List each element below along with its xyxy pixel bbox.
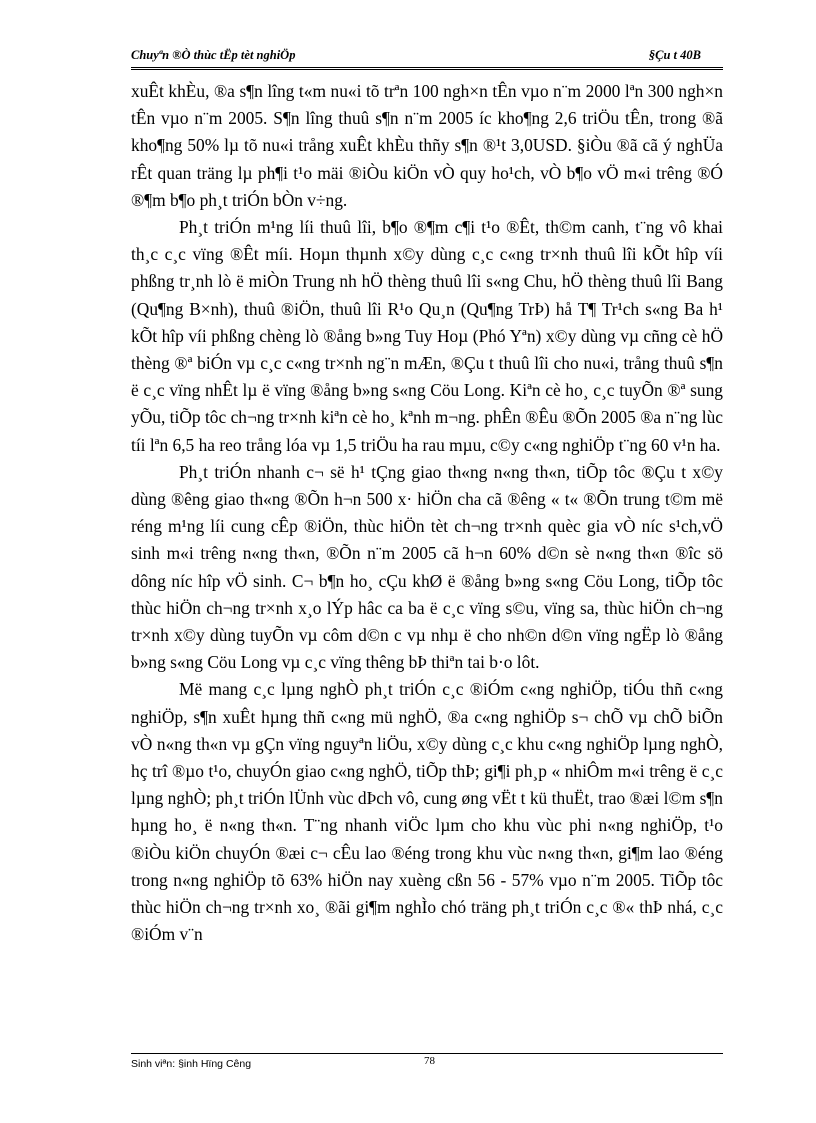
page-header bbox=[131, 48, 723, 68]
header-divider bbox=[131, 67, 723, 70]
header-class: §Çu t 40B bbox=[648, 48, 701, 62]
body-text bbox=[131, 78, 723, 949]
header-title: Chuyªn ®Ò thùc tËp tèt nghiÖp bbox=[131, 48, 296, 62]
paragraph-2: Ph¸t triÓn m¹ng líi thuû lîi, b¶o ®¶m c¶i t¹o ®Êt, th©m canh, t¨ng vô khai th¸c c¸c vïng ®Êt míi. Hoµn thµnh x©y dùng c¸c c«ng tr×nh thuû lîi kÕt hîp víi phßng tr¸nh lò ë miÒn Trung nh hÖ thèng thuû lîi s«ng Chu, hÖ thèng thuû lîi Bang (Qu¶ng B×nh), thuû ®iÖn, thuû lîi R¹o Qu¸n (Qu¶ng TrÞ) hå T¶ Tr¹ch s«ng Ba h¹ kÕt hîp víi phßng chèng lò ®ång b»ng Tuy Hoµ (Phó Yªn) x©y dùng vµ cñng cè hÖ thèng ®ª biÓn vµ c¸c c«ng tr×nh ng¨n mÆn, ®Çu t thuû lîi cho nu«i, trång thuû s¶n ë c¸c vïng nhÊt lµ ë vïng ®ång b»ng s«ng Cöu Long. Kiªn cè ho¸ c¸c tuyÕn ®ª sung yÕu, tiÕp tôc ch¬ng tr×nh kiªn cè ho¸ kªnh m¬ng. phÊn ®Êu ®Õn 2005 ®a n¨ng lùc tíi lªn 6,5 ha reo trång lóa vµ 1,5 triÖu ha rau mµu, c©y c«ng nghiÖp t¨ng 60 v¹n ha. bbox=[131, 217, 723, 455]
paragraph-1: xuÊt khÈu, ®a s¶n lîng t«m nu«i tõ trªn 100 ngh×n tÊn vµo n¨m 2000 lªn 300 ngh×n tÊn vµo n¨m 2005. S¶n lîng thuû s¶n n¨m 2005 íc kho¶ng 2,6 triÖu tÊn, trong ®ã kho¶ng 50% lµ tõ nu«i trång xuÊt khÈu thñy s¶n ®¹t 3,0USD. §iÒu ®ã cã ý nghÜa rÊt quan träng lµ ph¶i t¹o mäi ®iÒu kiÖn vÒ quy ho¹ch, vÒ b¶o vÖ m«i trêng ®Ó ®¶m b¶o ph¸t triÓn bÒn v÷ng. bbox=[131, 81, 723, 210]
footer-author: Sinh viªn: §inh Hïng Cêng bbox=[131, 1058, 252, 1070]
footer-divider bbox=[131, 1053, 723, 1054]
page-number: 78 bbox=[424, 1055, 435, 1067]
paragraph-3: Ph¸t triÓn nhanh c¬ së h¹ tÇng giao th«ng n«ng th«n, tiÕp tôc ®Çu t x©y dùng ®êng giao th«ng ®Õn h¬n 500 x· hiÖn cha cã ®êng « t« ®Õn trung t©m më réng m¹ng líi cung cÊp ®iÖn, thùc hiÖn tèt ch¬ng tr×nh quèc gia vÒ níc s¹ch,vÖ sinh m«i trêng n«ng th«n, ®Õn n¨m 2005 cã h¬n 60% d©n sè n«ng th«n ®îc sö dông níc hîp vÖ sinh. C¬ b¶n ho¸ cÇu khØ ë ®ång b»ng s«ng Cöu Long, tiÕp tôc thùc hiÖn ch¬ng tr×nh x¸o lÝp hâc ca ba ë c¸c vïng s©u, vïng sa, thùc hiÖn ch¬ng tr×nh x©y dùng tuyÕn vµ côm d©n c vµ nhµ ë cho nh©n d©n vïng ngËp lò ®ång b»ng s«ng Cöu Long vµ c¸c vïng thêng bÞ thiªn tai b·o lôt. bbox=[131, 461, 723, 673]
paragraph-4: Më mang c¸c lµng nghÒ ph¸t triÓn c¸c ®iÓm c«ng nghiÖp, tiÓu thñ c«ng nghiÖp, s¶n xuÊt hµng thñ c«ng mü nghÖ, ®a c«ng nghiÖp s¬ chÕ vµ chÕ biÕn vÒ n«ng th«n vµ gÇn vïng nguyªn liÖu, x©y dùng c¸c khu c«ng nghiÖp lµng nghÒ, hç trî ®µo t¹o, chuyÓn giao c«ng nghÖ, tiÕp thÞ; gi¶i ph¸p « nhiÔm m«i trêng ë c¸c lµng nghÒ; ph¸t triÓn lÜnh vùc dÞch vô, cung øng vËt t kü thuËt, trao ®æi l©m s¶n hµng ho¸ ë n«ng th«n. T¨ng nhanh viÖc lµm cho khu vùc phi n«ng nghiÖp, t¹o ®iÒu kiÖn chuyÓn ®æi c¬ cÊu lao ®éng trong khu vùc n«ng th«n, gi¶m lao ®éng trong n«ng nghiÖp tõ 63% hiÖn nay xuèng cßn 56 - 57% vµo n¨m 2005. TiÕp tôc thùc hiÖn ch¬ng tr×nh xo¸ ®ãi gi¶m nghÌo chó träng ph¸t triÓn c¸c ®« thÞ nhá, c¸c ®iÓm v¨n bbox=[131, 679, 723, 945]
